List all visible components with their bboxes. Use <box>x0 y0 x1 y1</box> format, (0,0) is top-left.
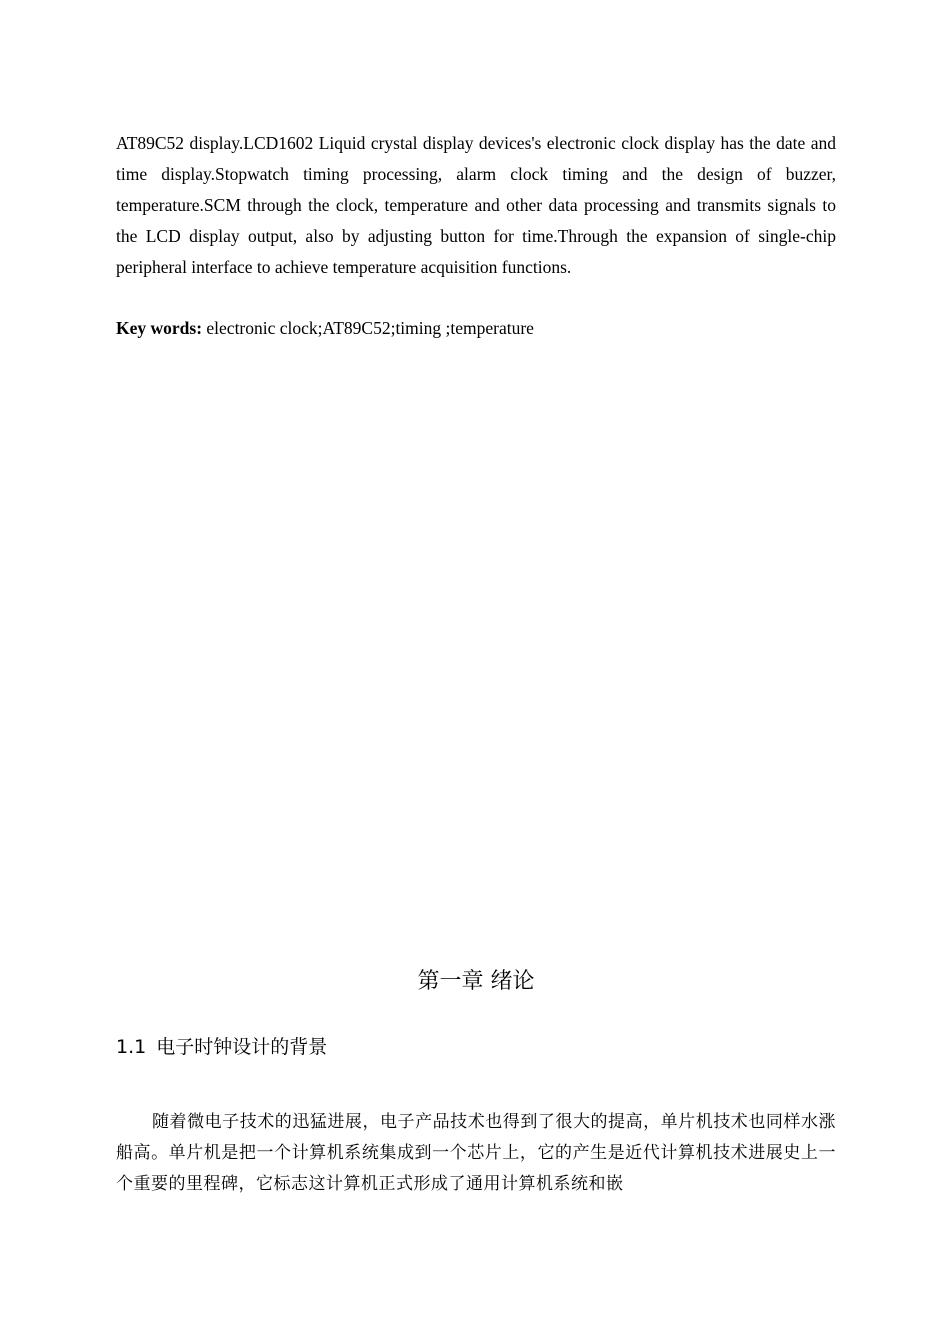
keywords-label: Key words: <box>116 318 203 338</box>
section-title-text: 电子时钟设计的背景 <box>156 1036 328 1058</box>
body-paragraph: 随着微电子技术的迅猛进展，电子产品技术也得到了很大的提高，单片机技术也同样水涨船高。单片机是把一个计算机系统集成到一个芯片上，它的产生是近代计算机技术进展史上一个重要的里程碑，它标志这计算机正式形成了通用计算机系统和嵌 <box>116 1112 836 1194</box>
chapter-title: 第一章 绪论 <box>417 969 535 994</box>
abstract-paragraph: AT89C52 display.LCD1602 Liquid crystal display devices's electronic clock display has the date and time display.Stopwatch timing processing, alarm clock timing and the design of buzzer, temperature.SCM through the clock, temperature and other data processing and transmits signals to the LCD display output, also by adjusting button for time.Through the expansion of single-chip peripheral interface to achieve temperature acquisition functions. <box>116 133 836 277</box>
section-heading <box>116 1030 836 1064</box>
keywords-line <box>116 313 836 344</box>
keywords-text: electronic clock;AT89C52;timing ;temperature <box>202 318 534 338</box>
section-number: 1.1 <box>116 1036 147 1058</box>
